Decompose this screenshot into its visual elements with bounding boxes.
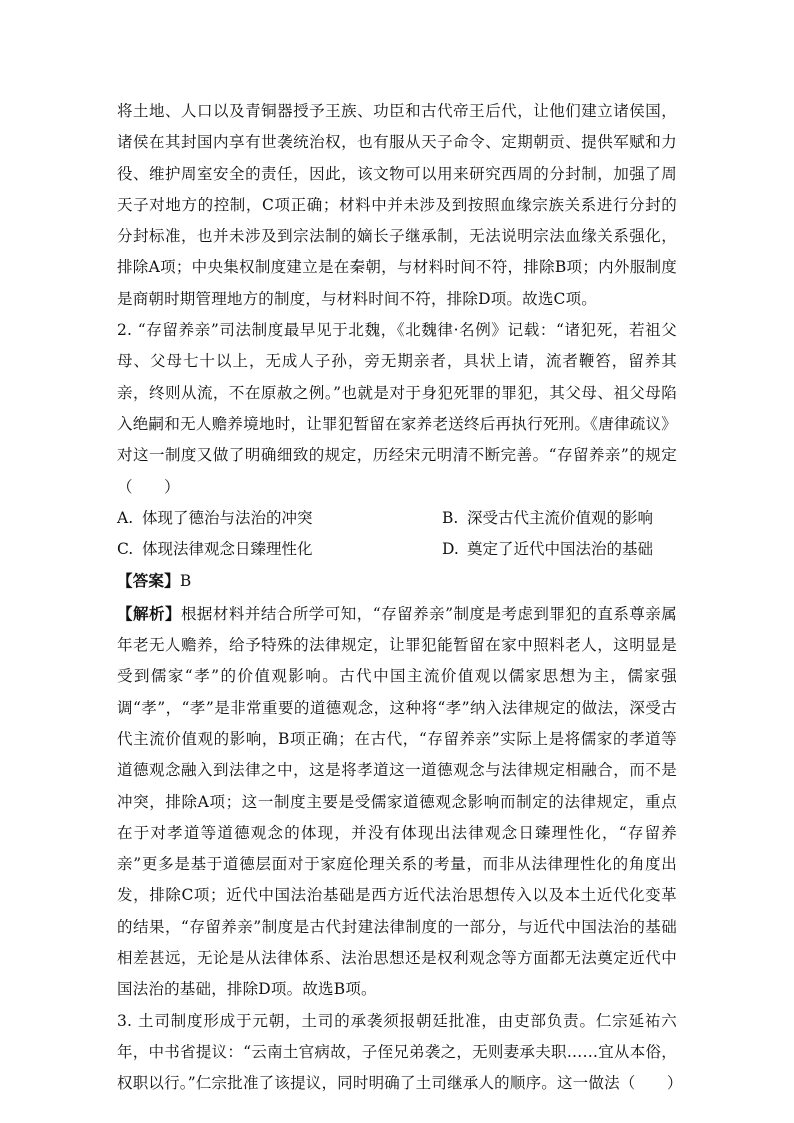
option-text: 奠定了近代中国法治的基础 xyxy=(466,540,653,559)
option-letter: D. xyxy=(442,540,459,559)
option-b xyxy=(442,503,677,534)
analysis-text: 根据材料并结合所学可知，“存留养亲”制度是考虑到罪犯的直系尊亲属年老无人赡养，给予特殊的法律规定，让罪犯能暂留在家中照料老人，这明显是受到儒家“孝”的价值观影响。古代中国主流价值观以儒家思想为主，儒家强调“孝”，“孝”是非常重要的道德观念，这种将“孝”纳入法律规定的做法，深受古代主流价值观的影响，B项正确；在古代，“存留养亲”实际上是将儒家的孝道等道德观念融入到法律之中，这是将孝道这一道德观念与法律规定相融合，而不是冲突，排除A项；这一制度主要是受儒家道德观念影响而制定的法律规定，重点在于对孝道等道德观念的体现，并没有体现出法律观念日臻理性化，“存留养亲”更多是基于道德层面对于家庭伦理关系的考量，而非从法律理性化的角度出发，排除C项；近代中国法治基础是西方近代法治思想传入以及本土近代化变革的结果，“存留养亲”制度是古代封建法律制度的一部分，与近代中国法治的基础相差甚远，无论是从法律体系、法治思想还是权利观念等方面都无法奠定近代中国法治的基础，排除D项。故选B项。 xyxy=(117,604,677,999)
document-page xyxy=(117,96,683,1100)
option-text: 体现法律观念日臻理性化 xyxy=(141,540,313,559)
analysis-label: 【解析】 xyxy=(117,603,181,623)
question-2-stem: 2. “存留养亲”司法制度最早见于北魏，《北魏律·名例》记载：“诸犯死，若祖父母、父母七十以上，无成人子孙，旁无期亲者，具状上请，流者鞭笞，留养其亲，终则从流，不在原赦之例。”也就是对于身犯死罪的罪犯，其父母、祖父母陷入绝嗣和无人赡养境地时，让罪犯暂留在家养老送终后再执行死刑。《唐律疏议》对这一制度又做了明确细致的规定，历经宋元明清不断完善。“存留养亲”的规定（ ） xyxy=(117,321,677,496)
question-2-analysis xyxy=(117,598,677,1006)
option-letter: A. xyxy=(117,508,134,527)
option-a xyxy=(117,503,442,534)
previous-answer-continuation: 将土地、人口以及青铜器授予王族、功臣和古代帝王后代，让他们建立诸侯国，诸侯在其封国内享有世袭统治权，也有服从天子命令、定期朝贡、提供军赋和力役、维护周室安全的责任，因此，该文物可以用来研究西周的分封制，加强了周天子对地方的控制，C项正确；材料中并未涉及到按照血缘宗族关系进行分封的分封标准，也并未涉及到宗法制的嫡长子继承制，无法说明宗法血缘关系强化，排除A项；中央集权制度建立是在秦朝，与材料时间不符，排除B项；内外服制度是商朝时期管理地方的制度，与材料时间不符，排除D项。故选C项。 xyxy=(117,102,677,308)
option-letter: B. xyxy=(442,508,459,527)
option-text: 深受古代主流价值观的影响 xyxy=(466,508,653,527)
option-d xyxy=(442,534,677,565)
question-3-stem: 3. 土司制度形成于元朝，土司的承袭须报朝廷批准，由吏部负责。仁宗延祐六年，中书省提议：“云南土官病故，子侄兄弟袭之，无则妻承夫职……宜从本俗，权职以行。”仁宗批准了该提议，同时明确了土司继承人的顺序。这一做法（ ） xyxy=(117,1011,683,1093)
question-2-answer xyxy=(117,565,677,597)
option-letter: C. xyxy=(117,540,134,559)
option-text: 体现了德治与法治的冲突 xyxy=(141,508,313,527)
answer-value: B xyxy=(179,572,192,591)
option-c xyxy=(117,534,442,565)
answer-label: 【答案】 xyxy=(117,571,180,591)
question-2-options xyxy=(117,503,677,566)
